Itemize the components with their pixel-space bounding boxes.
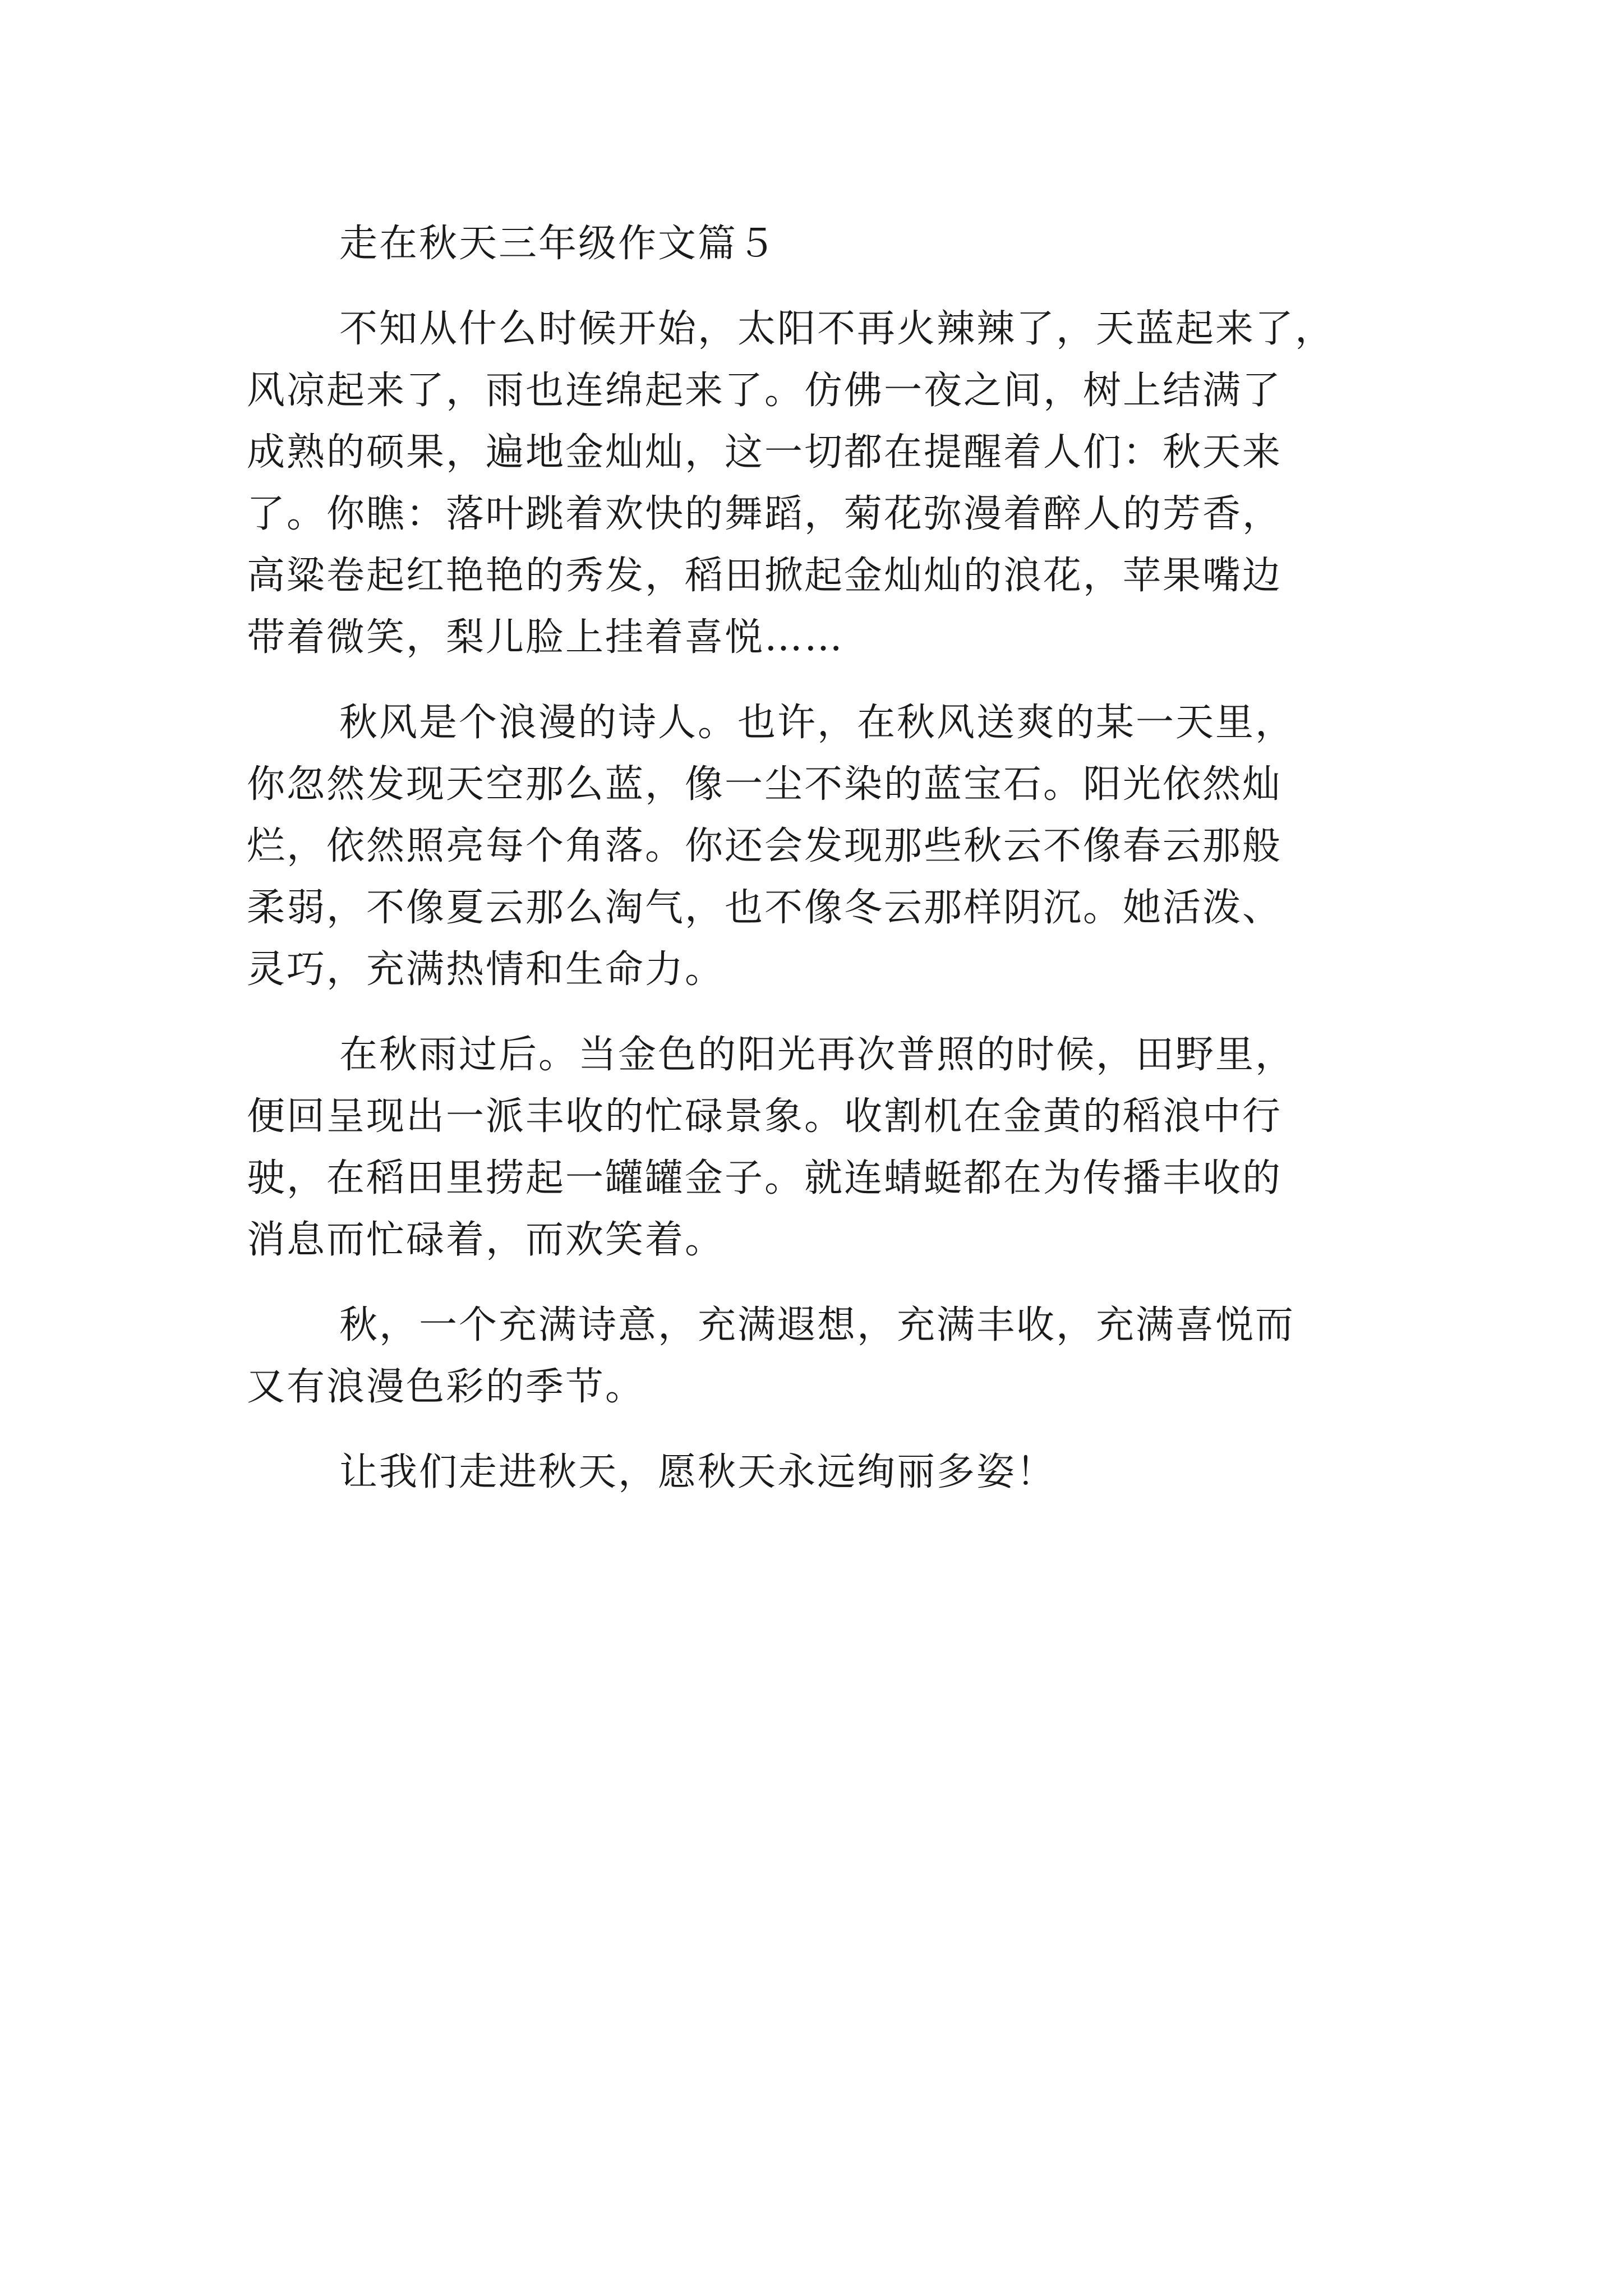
paragraph-4 [247,1295,1391,1418]
paragraph-line: 又有浪漫色彩的季节。 [247,1365,645,1409]
paragraph-2 [247,692,1391,1001]
paragraph-line: 消息而忙碌着，而欢笑着。 [247,1218,725,1262]
document-title: 走在秋天三年级作文篇５ [339,222,778,266]
paragraph-line: 风凉起来了，雨也连绵起来了。仿佛一夜之间，树上结满了 [247,369,1283,413]
paragraph-gap [247,1001,1391,1024]
paragraph-line: 秋，一个充满诗意，充满遐想，充满丰收，充满喜悦而 [339,1303,1295,1347]
paragraph-line: 驶，在稻田里捞起一罐罐金子。就连蜻蜓都在为传播丰收的 [247,1156,1283,1200]
paragraph-line: 不知从什么时候开始，太阳不再火辣辣了，天蓝起来了， [339,307,1335,351]
document-body [247,213,1391,1503]
paragraph-line: 秋风是个浪漫的诗人。也许，在秋风送爽的某一天里， [339,701,1295,745]
paragraph-line: 了。你瞧：落叶跳着欢快的舞蹈，菊花弥漫着醉人的芳香， [247,492,1283,536]
paragraph-gap [247,669,1391,692]
paragraph-gap [247,1418,1391,1442]
paragraph-gap [247,1271,1391,1295]
paragraph-gap [247,275,1391,298]
paragraph-line: 在秋雨过后。当金色的阳光再次普照的时候，田野里， [339,1033,1295,1077]
paragraph-line: 带着微笑，梨儿脸上挂着喜悦…… [247,615,845,660]
paragraph-line: 高粱卷起红艳艳的秀发，稻田掀起金灿灿的浪花，苹果嘴边 [247,554,1283,598]
paragraph-line: 柔弱，不像夏云那么淘气，也不像冬云那样阴沉。她活泼、 [247,886,1283,930]
paragraph-line: 便回呈现出一派丰收的忙碌景象。收割机在金黄的稻浪中行 [247,1094,1283,1139]
paragraph-3 [247,1024,1391,1271]
paragraph-5 [247,1442,1391,1503]
paragraph-line: 灵巧，充满热情和生命力。 [247,947,725,992]
paragraph-line: 烂，依然照亮每个角落。你还会发现那些秋云不像春云那般 [247,824,1283,868]
paragraph-line: 你忽然发现天空那么蓝，像一尘不染的蓝宝石。阳光依然灿 [247,762,1283,807]
paragraph-line: 成熟的硕果，遍地金灿灿，这一切都在提醒着人们：秋天来 [247,430,1283,475]
paragraph-1 [247,298,1391,669]
paragraph-line: 让我们走进秋天，愿秋天永远绚丽多姿！ [339,1450,1057,1494]
